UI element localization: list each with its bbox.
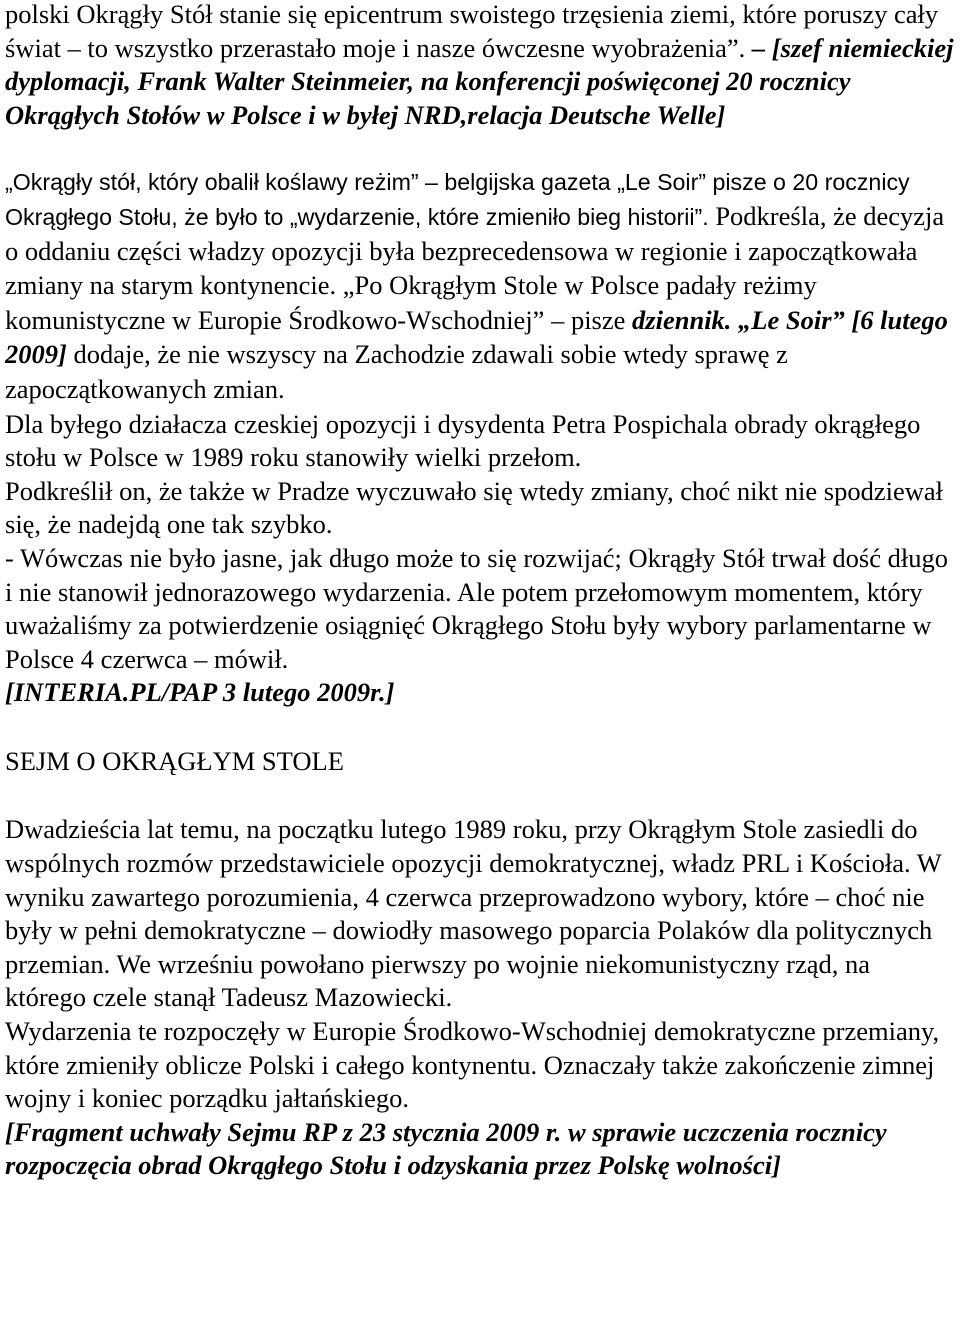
paragraph-prague: Podkreślił on, że także w Pradze wyczuwało się wtedy zmiany, choć nikt nie spodziewał się, że nadejdą one tak szybko. — [5, 475, 943, 540]
spacer — [5, 132, 957, 166]
source-interia: [INTERIA.PL/PAP 3 lutego 2009r.] — [5, 677, 395, 708]
spacer — [5, 778, 957, 813]
section-heading: SEJM O OKRĄGŁYM STOLE — [5, 745, 344, 776]
spacer — [5, 710, 957, 745]
paragraph-sejm-2: Wydarzenia te rozpoczęły w Europie Środkowo-Wschodniej demokratyczne przemiany, które zmieniły oblicze Polski i całego kontynentu. Oznaczały także zakończenie zimnej wojny i koniec porządku jałtańskiego. — [5, 1016, 940, 1114]
paragraph-quote-pospichal: - Wówczas nie było jasne, jak długo może to się rozwijać; Okrągły Stół trwał dość długo i nie stanowił jednorazowego wydarzenia. Ale potem przełomowym momentem, który uważaliśmy za potwierdzenie osiągnięć Okrągłego Stołu były wybory parlamentarne w Polsce 4 czerwca – mówił. — [5, 542, 948, 674]
le-soir-body: Podkreśla, że decyzja o oddaniu części władzy opozycji była bezprecedensowa w regionie i zapoczątkowała zmiany na starym kontynencie. „Po Okrągłym Stole w Polsce padały reżimy komunistyczne w Europie Środkowo-Wschodniej” – pisze — [5, 200, 945, 335]
le-soir-source: dziennik. „Le Soir” [6 lutego 2009] — [5, 304, 948, 370]
le-soir-intro: „Okrągły stół, który obalił koślawy reżim” – belgijska gazeta „Le Soir” pisze o 20 rocznicy Okrągłego Stołu, że było to „wydarzenie, które zmieniło bieg historii”. — [5, 169, 910, 230]
paragraph-steinmeier-quote — [5, 0, 957, 132]
quote-text: polski Okrągły Stół stanie się epicentrum swoistego trzęsienia ziemi, które poruszy cały świat – to wszystko przerastało moje i nasze ówczesne wyobrażenia”. — [5, 0, 939, 63]
paragraph-pospichal: Dla byłego działacza czeskiej opozycji i dysydenta Petra Pospichala obrady okrągłego stołu w Polsce w 1989 roku stanowiły wielki przełom. — [5, 408, 921, 473]
document-page — [5, 0, 957, 1183]
paragraph-le-soir — [5, 166, 957, 407]
quote-source: – [szef niemieckiej dyplomacji, Frank Walter Steinmeier, na konferencji poświęconej 20 rocznicy Okrągłych Stołów w Polsce i w byłej NRD,relacja Deutsche Welle] — [5, 32, 954, 130]
source-sejm-resolution: [Fragment uchwały Sejmu RP z 23 stycznia 2009 r. w sprawie uczczenia rocznicy rozpoczęcia obrad Okrągłego Stołu i odzyskania przez Polskę wolności] — [5, 1116, 887, 1181]
paragraph-sejm-1: Dwadzieścia lat temu, na początku lutego 1989 roku, przy Okrągłym Stole zasiedli do wspólnych rozmów przedstawiciele opozycji demokratycznej, władz PRL i Kościoła. W wyniku zawartego porozumienia, 4 czerwca przeprowadzono wybory, które – choć nie były w pełni demokratyczne – dowiodły masowego poparcia Polaków dla politycznych przemian. We wrześniu powołano pierwszy po wojnie niekomunistyczny rząd, na którego czele stanął Tadeusz Mazowiecki. — [5, 814, 942, 1013]
le-soir-tail: dodaje, że nie wszyscy na Zachodzie zdawali sobie wtedy sprawę z zapoczątkowanych zmian. — [5, 339, 788, 404]
